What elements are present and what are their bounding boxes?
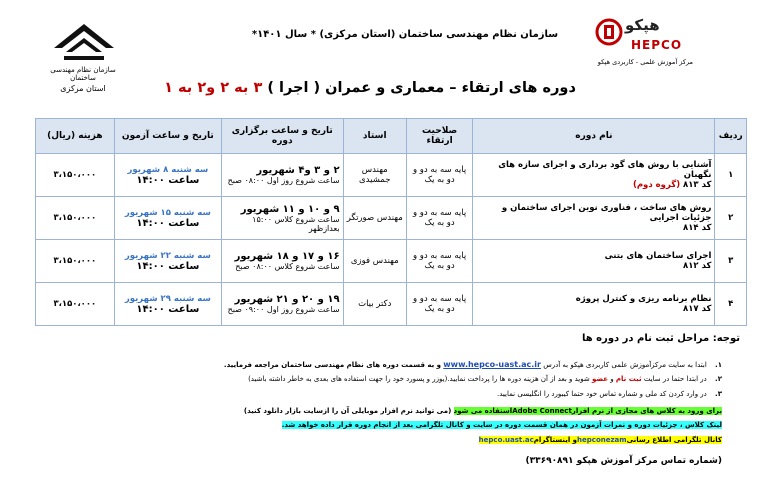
- header-teacher: استاد: [343, 119, 406, 154]
- header-exam: تاریخ و ساعت آزمون: [114, 119, 221, 154]
- nezam-logo-line2: استان مرکزی: [60, 84, 106, 93]
- telegram-label: کانال تلگرامی اطلاع رسانی: [626, 436, 722, 444]
- notes-heading: توجه: مراحل ثبت نام در دوره ها: [581, 333, 740, 344]
- header-num: ردیف: [715, 119, 747, 154]
- course-start-time: ساعت شروع کلاس ۰۸:۰۰ صبح: [235, 262, 340, 271]
- course-code: کد ۸۱۲: [683, 261, 712, 271]
- table-row: [36, 283, 747, 326]
- class-links-text: لینک کلاس ، جزئیات دوره و نمرات آزمون در همان قسمت دوره در سایت و کانال تلگرامی بعد از انجام دوره قرار داده خواهد شد.: [281, 421, 722, 429]
- page-title: [160, 80, 580, 96]
- step-text: و به قسمت دوره های نظام مهندسی ساختمان مراجعه فرمایید.: [223, 361, 442, 369]
- course-days: ۱۶ و ۱۷ و ۱۸ شهریور: [234, 251, 340, 262]
- course-prereq: پایه سه به دو و دو به یک: [406, 197, 472, 240]
- table-row: [36, 197, 747, 240]
- step-text: ابتدا به سایت مرکزآموزش علمی کاربردی هپکو به آدرس: [543, 361, 707, 369]
- courses-table: [35, 118, 747, 326]
- exam-date: سه شنبه ۲۹ شهریور: [124, 293, 211, 304]
- member-keyword: عضو: [591, 375, 609, 383]
- hepco-name-fa: هپکو: [625, 16, 660, 34]
- step-text: در وارد کردن کد ملی و شماره تماس خود حتما کیبورد را انگلیسی نمایید.: [497, 390, 707, 398]
- row-num: ۲: [715, 197, 747, 240]
- telegram-channel-link[interactable]: hepconezam: [577, 436, 627, 444]
- step-1: [60, 360, 722, 369]
- step-text: شوید و بعد از آن هزینه دوره ها را پرداخت نمایید.(یوزر و پسورد خود را جهت استفاده های بعدی به خاطر داشته باشید): [248, 375, 590, 383]
- course-days: ۹ و ۱۰ و ۱۱ شهریور: [240, 203, 340, 215]
- website-link[interactable]: www.hepco-uast.ac.ir: [443, 360, 541, 369]
- course-prereq: پایه سه به دو و دو به یک: [406, 154, 472, 197]
- exam-date: سه شنبه ۸ شهریور: [127, 164, 209, 175]
- exam-info: [114, 240, 221, 283]
- course-start-time: ساعت شروع روز اول ۰۹:۰۰ صبح: [227, 305, 340, 314]
- contact-phone: (شماره تماس مرکز آموزش هپکو ۳۳۶۹۰۸۹۱): [525, 456, 722, 466]
- building-emblem-icon: [44, 18, 124, 68]
- course-name: [473, 154, 715, 197]
- exam-time: ساعت ۱۴:۰۰: [136, 260, 200, 272]
- header-date: تاریخ و ساعت برگزاری دوره: [221, 119, 343, 154]
- course-days: ۱۹ و ۲۰ و ۲۱ شهریور: [234, 294, 340, 305]
- course-title: آشنایی با روش های گود برداری و اجرای سازه های نگهبان: [498, 160, 712, 180]
- header-name: نام دوره: [473, 119, 715, 154]
- step-text: در ابتدا حتما در سایت: [643, 375, 707, 383]
- instagram-label: و اینستاگرام: [533, 436, 578, 444]
- course-date: [221, 240, 343, 283]
- row-num: ۱: [715, 154, 747, 197]
- table-row: [36, 240, 747, 283]
- step-2: [60, 375, 722, 384]
- course-date: [221, 197, 343, 240]
- course-cost: ۳،۱۵۰،۰۰۰: [36, 197, 115, 240]
- step-number: ۳.: [715, 390, 722, 398]
- nezam-logo-line1: سازمان نظام مهندسی ساختمان: [50, 66, 116, 82]
- adobe-download-hint: (می توانید نرم افزار موبایلی آن را ازسایت بازار دانلود کنید): [243, 407, 452, 415]
- course-teacher: مهندس فوزی: [343, 240, 406, 283]
- course-cost: ۳،۱۵۰،۰۰۰: [36, 283, 115, 326]
- course-name: [473, 197, 715, 240]
- course-start-time: ساعت شروع کلاس ۱۵:۰۰ بعدازظهر: [252, 214, 340, 233]
- exam-time: ساعت ۱۴:۰۰: [136, 174, 200, 186]
- course-code-note: (گروه دوم): [632, 180, 681, 190]
- register-keyword: ثبت نام: [615, 375, 642, 383]
- exam-info: [114, 197, 221, 240]
- title-main: دوره های ارتقاء – معماری و عمران ( اجرا ): [267, 80, 576, 96]
- step-3: [60, 390, 722, 399]
- hepco-logo: [595, 14, 695, 74]
- course-cost: ۳،۱۵۰،۰۰۰: [36, 240, 115, 283]
- class-links-note: [282, 421, 722, 429]
- exam-date: سه شنبه ۱۵ شهریور: [124, 207, 211, 218]
- exam-info: [114, 283, 221, 326]
- course-teacher: مهندس صورتگر: [343, 197, 406, 240]
- nezam-logo: [44, 18, 124, 103]
- adobe-text-2: استفاده می شود: [453, 407, 513, 415]
- exam-info: [114, 154, 221, 197]
- hepco-name-en: HEPCO: [631, 38, 683, 52]
- course-teacher: مهندس جمشیدی: [343, 154, 406, 197]
- page-header: سازمان نظام مهندسی ساختمان (استان مرکزی) * سال ۱۴۰۱*: [251, 29, 559, 40]
- adobe-connect-note: [244, 407, 722, 415]
- hepco-subtitle: مرکز آموزش علمی - کاربردی هپکو: [597, 58, 693, 66]
- step-number: ۲.: [715, 375, 722, 383]
- course-code: کد ۸۱۷: [683, 304, 712, 314]
- instagram-link[interactable]: hepco.uast.ac: [478, 436, 534, 444]
- header-prereq: صلاحیت ارتقاء: [406, 119, 472, 154]
- exam-date: سه شنبه ۲۲ شهریور: [124, 250, 211, 261]
- title-levels: ۳ به ۲ و۲ به ۱: [164, 80, 263, 96]
- course-prereq: پایه سه به دو و دو به یک: [406, 283, 472, 326]
- course-prereq: پایه سه به دو و دو به یک: [406, 240, 472, 283]
- course-name: [473, 240, 715, 283]
- registration-steps: [60, 360, 722, 405]
- channels-note: [479, 436, 722, 444]
- hepco-emblem-icon: [595, 18, 623, 46]
- course-teacher: دکتر بیات: [343, 283, 406, 326]
- adobe-text: برای ورود به کلاس های مجازی از نرم افزار: [571, 407, 722, 415]
- exam-time: ساعت ۱۴:۰۰: [136, 217, 200, 229]
- course-code: کد ۸۱۳: [683, 180, 712, 190]
- adobe-app-name: Adobe Connect: [512, 407, 572, 415]
- course-title: روش های ساخت ، فناوری نوین اجرای ساختمان و جزئیات اجرایی: [501, 203, 712, 223]
- table-header-row: [36, 119, 747, 154]
- course-start-time: ساعت شروع روز اول ۰۸:۰۰ صبح: [227, 176, 340, 185]
- course-date: [221, 154, 343, 197]
- exam-time: ساعت ۱۴:۰۰: [136, 303, 200, 315]
- course-title: اجرای ساختمان های بتنی: [604, 251, 712, 261]
- table-row: [36, 154, 747, 197]
- step-number: ۱.: [715, 361, 722, 369]
- course-title: نظام برنامه ریزی و کنترل پروژه: [575, 294, 712, 304]
- course-name: [473, 283, 715, 326]
- row-num: ۴: [715, 283, 747, 326]
- header-cost: هزینه (ریال): [36, 119, 115, 154]
- step-text: و: [610, 375, 614, 383]
- course-code: کد ۸۱۴: [683, 223, 712, 233]
- course-days: ۲ و ۳ و۴ شهریور: [256, 165, 340, 176]
- course-cost: ۳،۱۵۰،۰۰۰: [36, 154, 115, 197]
- row-num: ۳: [715, 240, 747, 283]
- course-date: [221, 283, 343, 326]
